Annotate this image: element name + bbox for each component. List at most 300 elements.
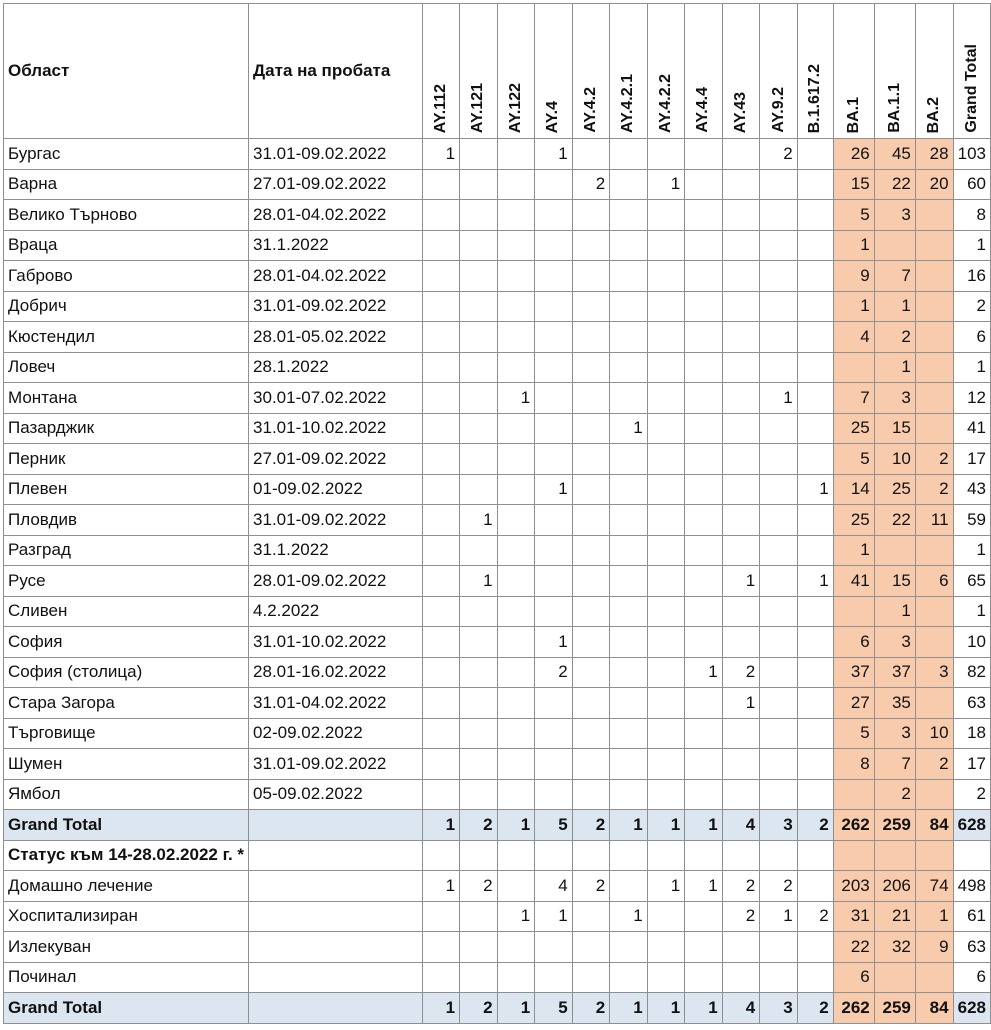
variant-count-cell — [497, 657, 535, 688]
variant-count-cell: 4 — [722, 810, 760, 841]
variant-count-cell — [497, 505, 535, 536]
sample-date: 05-09.02.2022 — [249, 779, 423, 810]
variant-count-cell: 74 — [915, 871, 953, 902]
variant-count-cell: 2 — [874, 779, 915, 810]
row-total-cell: 6 — [953, 322, 990, 353]
variant-count-cell — [833, 779, 874, 810]
variant-count-cell — [760, 413, 798, 444]
variant-count-cell: 26 — [833, 139, 874, 170]
variant-count-cell — [422, 962, 460, 993]
variant-count-cell — [685, 505, 723, 536]
variant-count-cell — [497, 718, 535, 749]
variant-count-cell — [760, 932, 798, 963]
variant-count-cell: 1 — [647, 993, 685, 1024]
variant-count-cell — [572, 901, 610, 932]
variant-count-cell: 2 — [535, 657, 573, 688]
variant-count-cell — [797, 505, 833, 536]
variant-count-cell — [572, 505, 610, 536]
variant-count-cell — [722, 779, 760, 810]
variant-count-cell — [915, 596, 953, 627]
variant-count-cell: 4 — [722, 993, 760, 1024]
variant-count-cell — [422, 505, 460, 536]
variant-count-cell — [797, 779, 833, 810]
sample-date — [249, 901, 423, 932]
sample-date: 31.01-09.02.2022 — [249, 139, 423, 170]
row-label: Пазарджик — [4, 413, 249, 444]
variant-count-cell — [422, 200, 460, 231]
variant-count-cell — [497, 566, 535, 597]
sample-date — [249, 993, 423, 1024]
variant-header: BA.2 — [915, 4, 953, 139]
variant-count-cell — [497, 596, 535, 627]
variant-count-cell: 5 — [833, 718, 874, 749]
variant-count-cell: 15 — [833, 169, 874, 200]
variant-count-cell — [535, 383, 573, 414]
variant-count-cell: 5 — [535, 993, 573, 1024]
sample-date: 28.01-16.02.2022 — [249, 657, 423, 688]
variant-count-cell — [647, 505, 685, 536]
variant-count-cell: 1 — [874, 596, 915, 627]
sample-date: 28.01-04.02.2022 — [249, 261, 423, 292]
variant-count-cell — [760, 840, 798, 871]
variant-count-cell — [460, 139, 498, 170]
variant-count-cell — [685, 779, 723, 810]
variant-count-cell — [497, 169, 535, 200]
variant-count-cell — [610, 932, 648, 963]
variant-count-cell — [572, 688, 610, 719]
variant-count-cell — [874, 840, 915, 871]
row-total-cell: 43 — [953, 474, 990, 505]
variant-count-cell — [685, 230, 723, 261]
variant-count-cell: 5 — [833, 444, 874, 475]
row-total-cell: 2 — [953, 291, 990, 322]
variant-count-cell — [722, 627, 760, 658]
variant-count-cell — [797, 322, 833, 353]
row-label: Разград — [4, 535, 249, 566]
variant-count-cell — [722, 474, 760, 505]
variant-count-cell — [760, 474, 798, 505]
row-label: Пловдив — [4, 505, 249, 536]
variant-header: AY.112 — [422, 4, 460, 139]
variant-count-cell: 6 — [833, 627, 874, 658]
variant-count-cell: 1 — [722, 566, 760, 597]
variant-count-cell — [610, 596, 648, 627]
variant-count-cell — [535, 230, 573, 261]
variant-count-cell — [497, 932, 535, 963]
variant-count-cell — [760, 322, 798, 353]
variant-count-cell — [572, 413, 610, 444]
variant-count-cell — [685, 749, 723, 780]
variant-count-cell — [460, 474, 498, 505]
variant-count-cell — [535, 749, 573, 780]
variant-count-cell — [422, 718, 460, 749]
row-total-cell: 103 — [953, 139, 990, 170]
variant-count-cell — [460, 718, 498, 749]
variant-count-cell — [797, 383, 833, 414]
variant-count-cell — [535, 535, 573, 566]
sample-date: 31.01-09.02.2022 — [249, 749, 423, 780]
variant-count-cell — [460, 627, 498, 658]
variant-count-cell: 1 — [833, 230, 874, 261]
variant-count-cell — [497, 139, 535, 170]
variant-count-cell: 1 — [535, 627, 573, 658]
variant-count-cell — [497, 779, 535, 810]
variant-count-cell — [610, 291, 648, 322]
variant-count-cell — [572, 474, 610, 505]
variant-count-cell — [685, 352, 723, 383]
row-label: Ямбол — [4, 779, 249, 810]
variant-count-cell — [797, 261, 833, 292]
row-total-cell: 1 — [953, 535, 990, 566]
variant-count-cell — [647, 840, 685, 871]
variant-count-cell: 1 — [497, 901, 535, 932]
row-label: Шумен — [4, 749, 249, 780]
variant-count-cell — [460, 261, 498, 292]
variant-count-cell — [685, 840, 723, 871]
table-row — [4, 474, 991, 505]
variant-count-cell — [685, 718, 723, 749]
variant-count-cell — [497, 749, 535, 780]
variant-count-cell — [797, 871, 833, 902]
sample-date: 01-09.02.2022 — [249, 474, 423, 505]
variant-count-cell: 1 — [915, 901, 953, 932]
variant-count-cell — [915, 200, 953, 231]
variant-count-cell: 1 — [760, 901, 798, 932]
variant-count-cell — [685, 261, 723, 292]
variant-count-cell — [685, 627, 723, 658]
variant-count-cell — [760, 627, 798, 658]
variant-count-cell: 2 — [722, 871, 760, 902]
row-total-cell — [953, 840, 990, 871]
variant-count-cell: 27 — [833, 688, 874, 719]
variant-count-cell — [422, 657, 460, 688]
variant-header: AY.4.2 — [572, 4, 610, 139]
variant-count-cell — [610, 322, 648, 353]
variant-count-cell — [915, 627, 953, 658]
variant-count-cell: 25 — [833, 505, 874, 536]
variant-count-cell — [497, 291, 535, 322]
variant-count-cell — [647, 261, 685, 292]
variant-count-cell: 8 — [833, 749, 874, 780]
variant-count-cell: 206 — [874, 871, 915, 902]
variant-count-cell — [535, 505, 573, 536]
variant-count-cell — [572, 444, 610, 475]
variant-count-cell — [535, 444, 573, 475]
variant-count-cell — [915, 413, 953, 444]
variant-count-cell — [422, 627, 460, 658]
variant-count-cell — [572, 779, 610, 810]
variant-count-cell: 6 — [833, 962, 874, 993]
variant-count-cell — [722, 596, 760, 627]
row-total-cell: 10 — [953, 627, 990, 658]
row-total-cell: 16 — [953, 261, 990, 292]
variant-count-cell — [647, 566, 685, 597]
variant-count-cell — [572, 291, 610, 322]
variant-count-cell — [572, 230, 610, 261]
variant-count-cell — [422, 901, 460, 932]
variant-count-cell — [610, 962, 648, 993]
sample-date — [249, 932, 423, 963]
table-row — [4, 749, 991, 780]
variant-count-cell — [760, 291, 798, 322]
status-row — [4, 962, 991, 993]
variant-count-cell — [422, 383, 460, 414]
variant-count-cell — [647, 962, 685, 993]
variant-count-cell — [647, 139, 685, 170]
table-row — [4, 566, 991, 597]
variant-count-cell: 1 — [685, 657, 723, 688]
row-label: Русе — [4, 566, 249, 597]
variant-count-cell: 1 — [833, 291, 874, 322]
variant-count-cell — [460, 840, 498, 871]
row-total-cell: 65 — [953, 566, 990, 597]
variant-count-cell — [497, 322, 535, 353]
table-row — [4, 169, 991, 200]
sample-date — [249, 871, 423, 902]
variant-count-cell — [797, 718, 833, 749]
row-total-cell: 63 — [953, 688, 990, 719]
row-label: София — [4, 627, 249, 658]
variant-count-cell: 1 — [535, 474, 573, 505]
variant-count-cell: 5 — [535, 810, 573, 841]
variant-count-cell — [685, 169, 723, 200]
variant-count-cell: 262 — [833, 993, 874, 1024]
variant-count-cell — [422, 840, 460, 871]
variant-header: AY.4 — [535, 4, 573, 139]
variant-count-cell: 7 — [833, 383, 874, 414]
variant-count-cell — [610, 535, 648, 566]
variant-count-cell — [760, 230, 798, 261]
variant-count-cell — [722, 322, 760, 353]
variant-count-cell — [797, 200, 833, 231]
variant-count-cell — [535, 779, 573, 810]
variant-count-cell — [422, 261, 460, 292]
variant-count-cell: 84 — [915, 993, 953, 1024]
variant-count-cell — [497, 444, 535, 475]
row-total-cell: 12 — [953, 383, 990, 414]
variant-count-cell: 1 — [874, 291, 915, 322]
variant-count-cell — [460, 688, 498, 719]
row-label: Grand Total — [4, 993, 249, 1024]
variant-count-cell — [647, 749, 685, 780]
sample-date — [249, 810, 423, 841]
variant-count-cell — [610, 230, 648, 261]
table-row — [4, 688, 991, 719]
row-label: Кюстендил — [4, 322, 249, 353]
variant-count-cell: 1 — [797, 566, 833, 597]
variant-count-cell — [647, 352, 685, 383]
sample-date: 28.1.2022 — [249, 352, 423, 383]
variant-count-cell — [685, 596, 723, 627]
variant-count-cell — [535, 352, 573, 383]
variant-count-cell — [497, 627, 535, 658]
variant-count-cell — [797, 230, 833, 261]
variant-count-cell — [685, 139, 723, 170]
variant-count-cell — [535, 688, 573, 719]
variant-count-cell: 25 — [874, 474, 915, 505]
variant-count-cell: 3 — [760, 810, 798, 841]
variant-count-cell — [572, 749, 610, 780]
variant-count-cell — [685, 291, 723, 322]
variant-count-cell — [915, 291, 953, 322]
sample-date: 31.01-09.02.2022 — [249, 505, 423, 536]
variant-count-cell — [422, 749, 460, 780]
variant-count-cell — [572, 566, 610, 597]
table-row — [4, 261, 991, 292]
row-label: София (столица) — [4, 657, 249, 688]
variant-count-cell — [535, 413, 573, 444]
row-label: Починал — [4, 962, 249, 993]
variant-count-cell — [915, 962, 953, 993]
variant-count-cell — [833, 840, 874, 871]
variant-count-cell — [422, 169, 460, 200]
variant-count-cell: 32 — [874, 932, 915, 963]
variant-count-cell — [572, 139, 610, 170]
variant-count-cell — [497, 688, 535, 719]
variant-header: BA.1 — [833, 4, 874, 139]
variant-count-cell — [797, 352, 833, 383]
variant-count-cell — [722, 169, 760, 200]
variant-header: AY.43 — [722, 4, 760, 139]
variant-count-cell: 2 — [572, 169, 610, 200]
row-label: Домашно лечение — [4, 871, 249, 902]
variant-count-cell — [722, 932, 760, 963]
variant-count-cell: 2 — [760, 871, 798, 902]
variant-count-cell: 1 — [685, 871, 723, 902]
variant-count-cell — [685, 322, 723, 353]
variant-count-cell — [722, 718, 760, 749]
variant-count-cell — [460, 322, 498, 353]
variant-count-cell — [610, 505, 648, 536]
table-row — [4, 139, 991, 170]
table-row — [4, 718, 991, 749]
variant-count-cell — [610, 840, 648, 871]
variant-count-cell — [422, 291, 460, 322]
variant-count-cell: 1 — [647, 871, 685, 902]
variant-count-cell: 3 — [874, 718, 915, 749]
row-label: Ловеч — [4, 352, 249, 383]
variant-count-cell — [460, 352, 498, 383]
table-row — [4, 505, 991, 536]
variant-count-cell — [760, 688, 798, 719]
variant-count-cell — [535, 291, 573, 322]
variant-header: AY.4.2.2 — [647, 4, 685, 139]
variant-count-cell — [497, 352, 535, 383]
row-label: Габрово — [4, 261, 249, 292]
variant-count-cell — [610, 474, 648, 505]
variant-count-cell: 6 — [915, 566, 953, 597]
variant-count-cell: 9 — [915, 932, 953, 963]
variant-count-cell — [572, 962, 610, 993]
variant-count-cell — [460, 535, 498, 566]
variant-count-cell — [874, 535, 915, 566]
row-total-cell: 18 — [953, 718, 990, 749]
variant-count-cell: 1 — [610, 993, 648, 1024]
variant-count-cell — [915, 352, 953, 383]
variant-count-cell — [797, 932, 833, 963]
variant-count-cell: 1 — [874, 352, 915, 383]
variant-count-cell — [647, 413, 685, 444]
table-row — [4, 383, 991, 414]
variant-count-cell: 1 — [647, 810, 685, 841]
row-total-cell: 82 — [953, 657, 990, 688]
variant-count-cell: 2 — [460, 993, 498, 1024]
row-total-cell: 1 — [953, 352, 990, 383]
variant-count-cell — [610, 200, 648, 231]
variant-count-cell — [572, 322, 610, 353]
variant-count-cell: 45 — [874, 139, 915, 170]
variant-count-cell — [610, 657, 648, 688]
sample-date — [249, 840, 423, 871]
variant-count-cell: 203 — [833, 871, 874, 902]
variant-count-cell — [874, 962, 915, 993]
variant-count-cell — [685, 413, 723, 444]
row-total-cell: 8 — [953, 200, 990, 231]
row-label: Стара Загора — [4, 688, 249, 719]
variant-count-cell — [685, 932, 723, 963]
variant-count-cell: 1 — [460, 566, 498, 597]
variant-count-cell — [497, 474, 535, 505]
variant-count-cell — [722, 291, 760, 322]
variant-count-cell — [647, 718, 685, 749]
variant-count-cell — [722, 413, 760, 444]
variant-count-cell — [572, 352, 610, 383]
variant-count-cell: 1 — [422, 139, 460, 170]
variant-count-cell: 41 — [833, 566, 874, 597]
variant-count-cell: 2 — [915, 749, 953, 780]
variant-count-cell — [610, 718, 648, 749]
variant-count-cell — [460, 657, 498, 688]
variant-count-cell — [497, 535, 535, 566]
variant-count-cell — [797, 291, 833, 322]
variant-count-cell — [760, 169, 798, 200]
variant-header: BA.1.1 — [874, 4, 915, 139]
variant-header: AY.4.4 — [685, 4, 723, 139]
variant-count-cell: 2 — [915, 444, 953, 475]
variant-count-cell — [422, 413, 460, 444]
variant-count-cell: 15 — [874, 566, 915, 597]
variant-count-cell: 2 — [797, 993, 833, 1024]
variant-count-cell — [685, 535, 723, 566]
variant-count-cell — [760, 535, 798, 566]
variant-count-cell — [647, 474, 685, 505]
variant-count-cell — [610, 566, 648, 597]
sample-date: 31.01-09.02.2022 — [249, 291, 423, 322]
variant-count-cell — [535, 169, 573, 200]
variant-count-cell — [760, 200, 798, 231]
variant-count-cell: 2 — [797, 810, 833, 841]
region-header: Област — [4, 4, 249, 139]
variant-count-cell — [760, 444, 798, 475]
row-label: Плевен — [4, 474, 249, 505]
variant-count-cell — [760, 779, 798, 810]
variant-count-cell — [422, 444, 460, 475]
variant-count-cell — [497, 413, 535, 444]
variant-count-cell — [647, 200, 685, 231]
variant-count-cell: 35 — [874, 688, 915, 719]
row-total-cell: 63 — [953, 932, 990, 963]
variant-count-cell — [460, 169, 498, 200]
variant-count-cell: 10 — [915, 718, 953, 749]
variant-count-cell: 4 — [535, 871, 573, 902]
variant-count-cell — [797, 169, 833, 200]
variant-count-cell — [722, 962, 760, 993]
variant-count-cell — [647, 322, 685, 353]
row-label: Враца — [4, 230, 249, 261]
row-label: Grand Total — [4, 810, 249, 841]
sample-date: 02-09.02.2022 — [249, 718, 423, 749]
variant-count-cell — [797, 627, 833, 658]
